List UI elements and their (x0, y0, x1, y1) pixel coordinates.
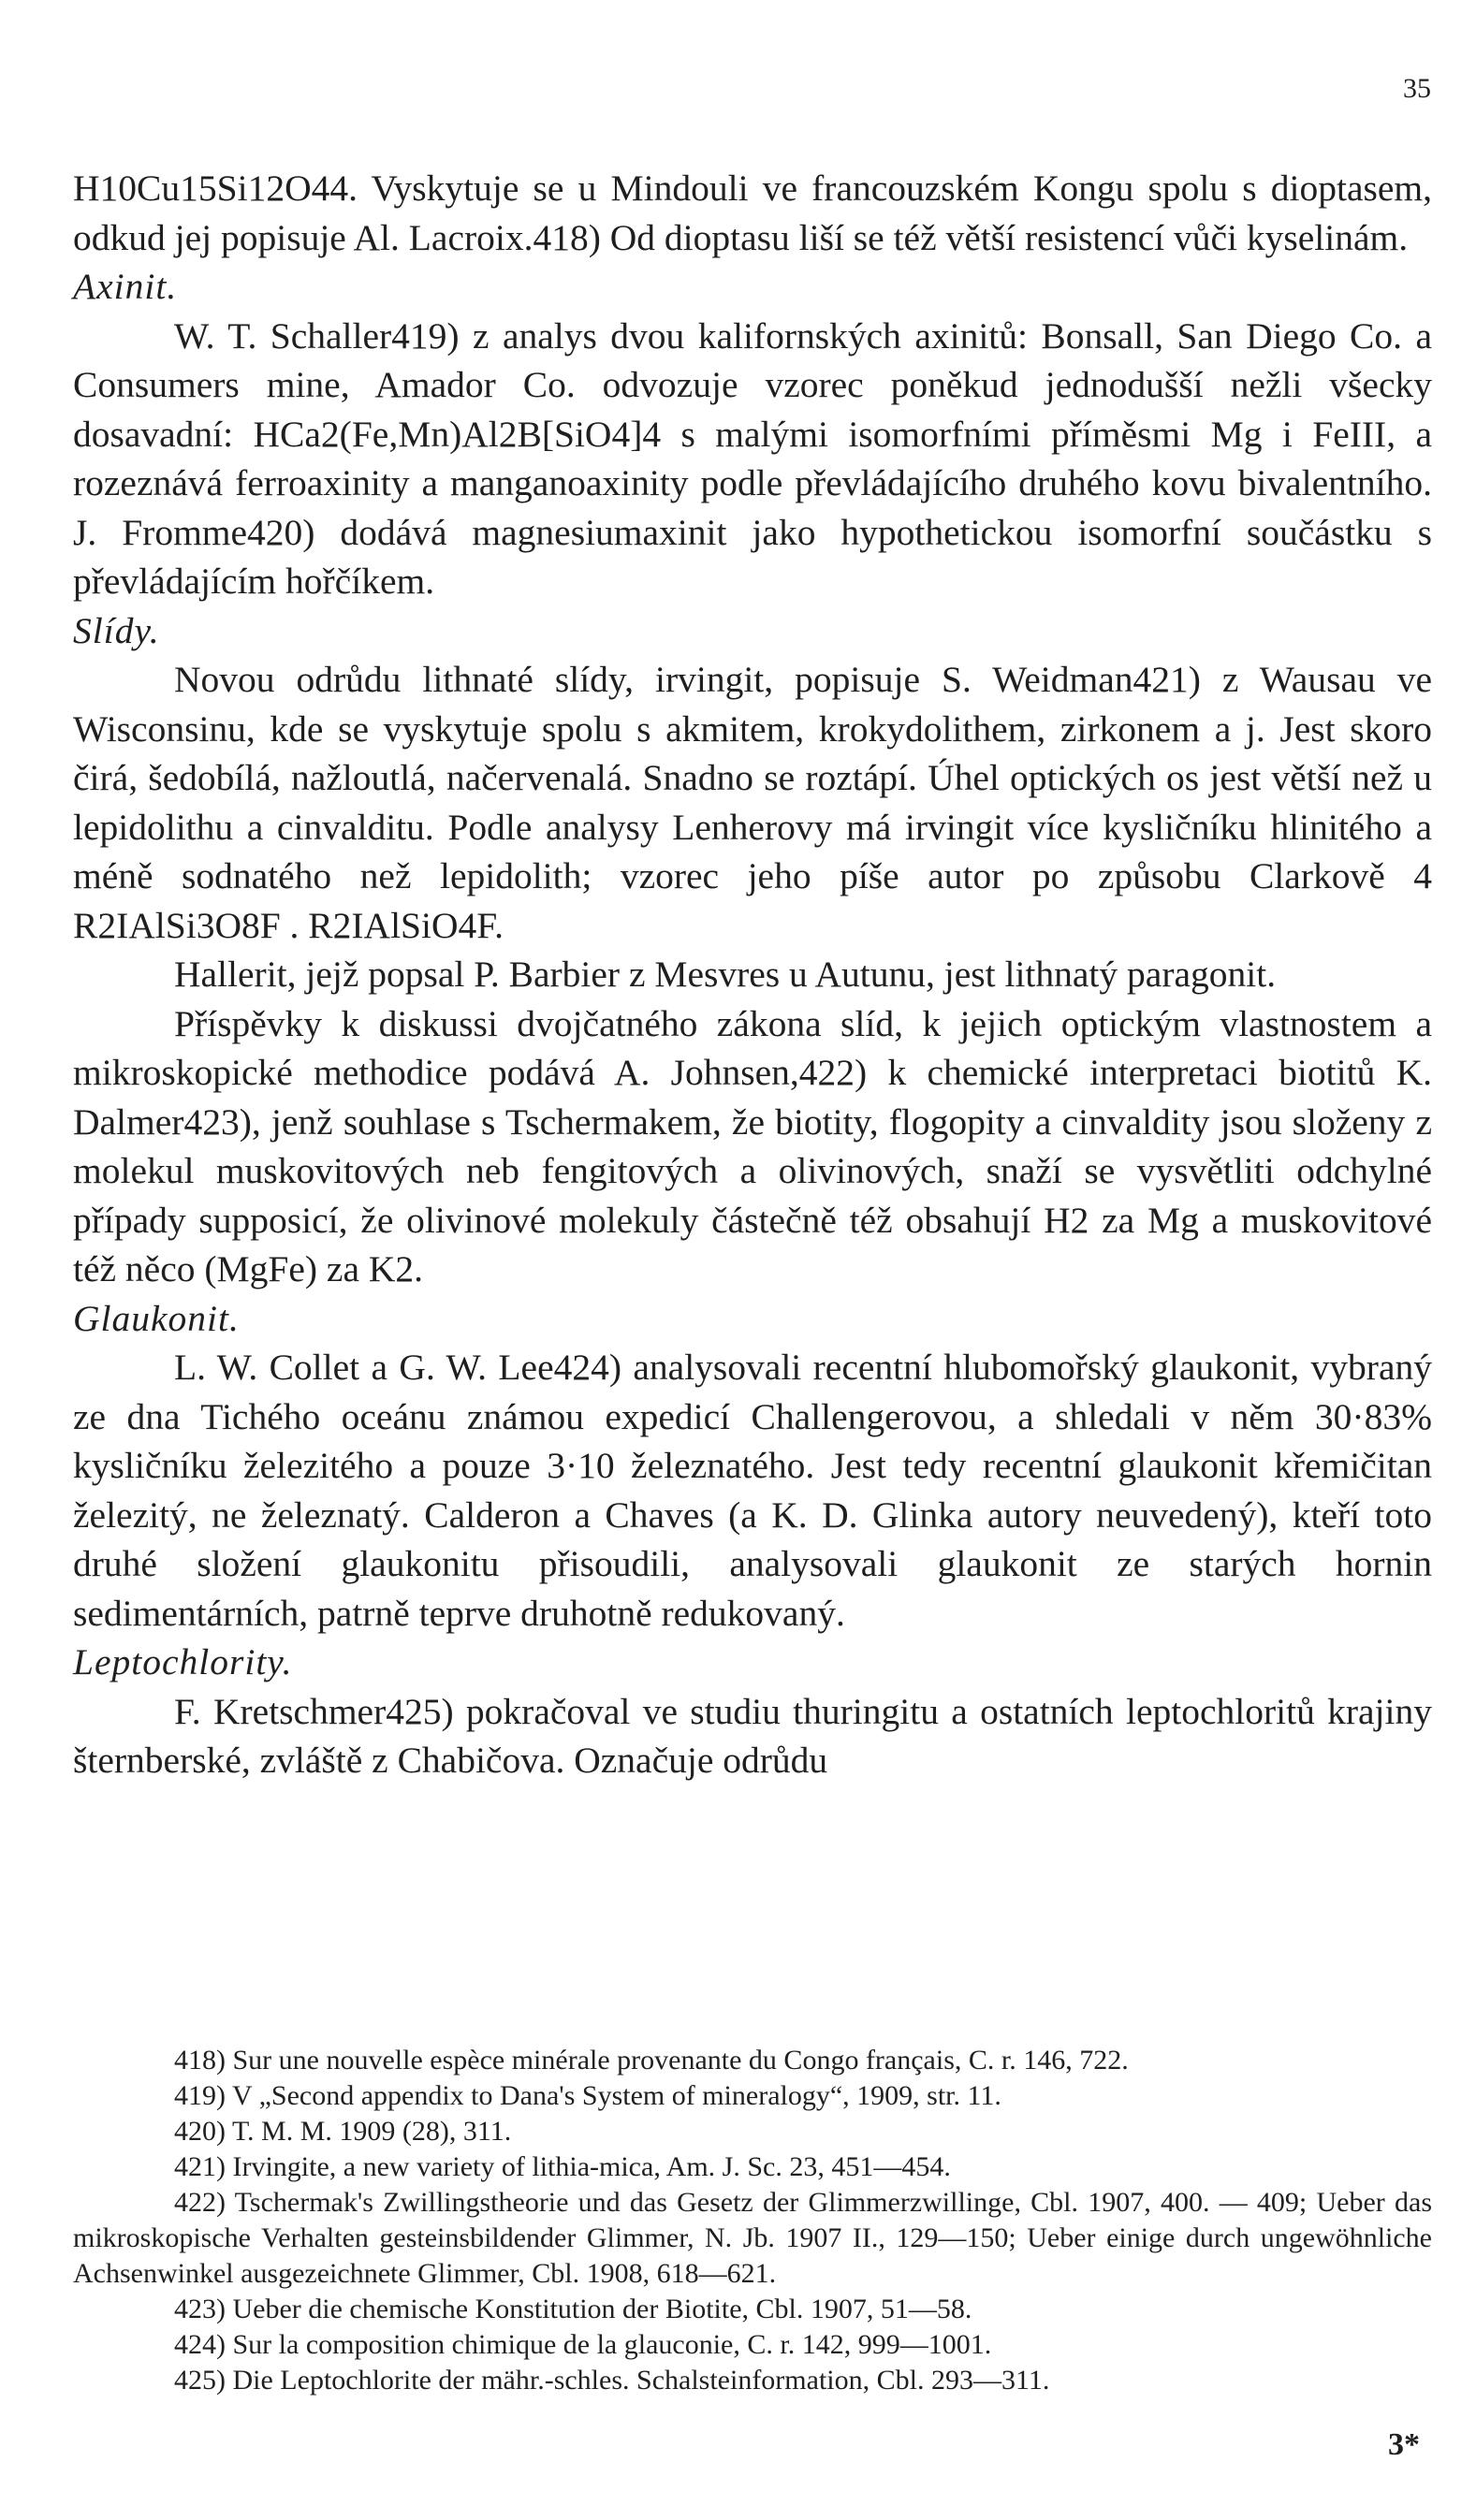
page-body (73, 164, 1432, 1785)
footnote-420: 420) T. M. M. 1909 (28), 311. (174, 2116, 512, 2147)
paragraph-biotit: Příspěvky k diskussi dvojčatného zákona slíd, k jejich optickým vlastnostem a mikroskopické methodice podává A. Johnsen,422) k chemické interpretaci biotitů K. Dalmer423), jenž souhlase s Tschermakem, že biotity, flogopity a cinvaldity jsou složeny z molekul muskovitových neb fengitových a olivinových, snaží se vysvětliti odchylné případy supposicí, že olivinové molekuly částečně též obsahují H2 za Mg a muskovitové též něco (MgFe) za K2. (73, 1002, 1432, 1289)
paragraph-leptochlority: F. Kretschmer425) pokračoval ve studiu thuringitu a ostatních leptochloritů krajiny šternberské, zvláště z Chabičova. Označuje odrůdu (73, 1690, 1432, 1781)
footnote-421: 421) Irvingite, a new variety of lithia-mica, Am. J. Sc. 23, 451—454. (174, 2151, 951, 2182)
section-heading-axinit: Axinit. (73, 266, 178, 307)
footnotes (73, 2043, 1432, 2398)
paragraph-hallerit: Hallerit, jejž popsal P. Barbier z Mesvres u Autunu, jest lithnatý paragonit. (174, 954, 1277, 995)
section-heading-slidy: Slídy. (73, 609, 160, 651)
paragraph-mindouli: H10Cu15Si12O44. Vyskytuje se u Mindouli ve francouzském Kongu spolu s dioptasem, odkud jej popisuje Al. Lacroix.418) Od dioptasu liší se též větší resistencí vůči kyselinám. (73, 168, 1432, 258)
footnote-423: 423) Ueber die chemische Konstitution der Biotite, Cbl. 1907, 51—58. (174, 2294, 972, 2324)
footnote-425: 425) Die Leptochlorite der mähr.-schles. Schalsteinformation, Cbl. 293—311. (174, 2365, 1050, 2396)
page-number: 35 (1403, 73, 1431, 104)
paragraph-irvingit: Novou odrůdu lithnaté slídy, irvingit, popisuje S. Weidman421) z Wausau ve Wisconsinu, kde se vyskytuje spolu s akmitem, krokydolithem, zirkonem a j. Jest skoro čirá, šedobílá, nažloutlá, načervenalá. Snadno se roztápí. Úhel optických os jest větší než u lepidolithu a cinvalditu. Podle analysy Lenherovy má irvingit více kysličníku hlinitého a méně sodnatého než lepidolith; vzorec jeho píše autor po způsobu Clarkově 4 R2IAlSi3O8F . R2IAlSiO4F. (73, 659, 1432, 946)
section-heading-leptochlority: Leptochlority. (73, 1641, 293, 1682)
sheet-signature: 3* (1388, 2427, 1420, 2462)
section-heading-glaukonit: Glaukonit. (73, 1297, 240, 1339)
paragraph-axinit: W. T. Schaller419) z analys dvou kalifornských axinitů: Bonsall, San Diego Co. a Consumers mine, Amador Co. odvozuje vzorec poněkud jednodušší nežli všecky dosavadní: HCa2(Fe,Mn)Al2B[SiO4]4 s malými isomorfními příměsmi Mg i FeIII, a rozeznává ferroaxinity a manganoaxinity podle převládajícího druhého kovu bivalentního. J. Fromme420) dodává magnesiumaxinit jako hypothetickou isomorfní součástku s převládajícím hořčíkem. (73, 314, 1432, 602)
footnote-424: 424) Sur la composition chimique de la glauconie, C. r. 142, 999—1001. (174, 2329, 992, 2360)
footnote-418: 418) Sur une nouvelle espèce minérale provenante du Congo français, C. r. 146, 722. (174, 2045, 1129, 2076)
paragraph-glaukonit: L. W. Collet a G. W. Lee424) analysovali recentní hlubomořský glaukonit, vybraný ze dna Tichého oceánu známou expedicí Challengerovou, a shledali v něm 30·83% kysličníku železitého a pouze 3·10 železnatého. Jest tedy recentní glaukonit křemičitan železitý, ne železnatý. Calderon a Chaves (a K. D. Glinka autory neuvedený), kteří toto druhé složení glaukonitu přisoudili, analysovali glaukonit ze starých hornin sedimentárních, patrně teprve druhotně redukovaný. (73, 1347, 1432, 1634)
footnote-419: 419) V „Second appendix to Dana's System of mineralogy“, 1909, str. 11. (174, 2080, 1001, 2111)
footnote-422: 422) Tschermak's Zwillingstheorie und das Gesetz der Glimmerzwillinge, Cbl. 1907, 400. — 409; Ueber das mikroskopische Verhalten gesteinsbildender Glimmer, N. Jb. 1907 II., 129—150; Ueber einige durch ungewöhnliche Achsenwinkel ausgezeichnete Glimmer, Cbl. 1908, 618—621. (73, 2187, 1432, 2289)
